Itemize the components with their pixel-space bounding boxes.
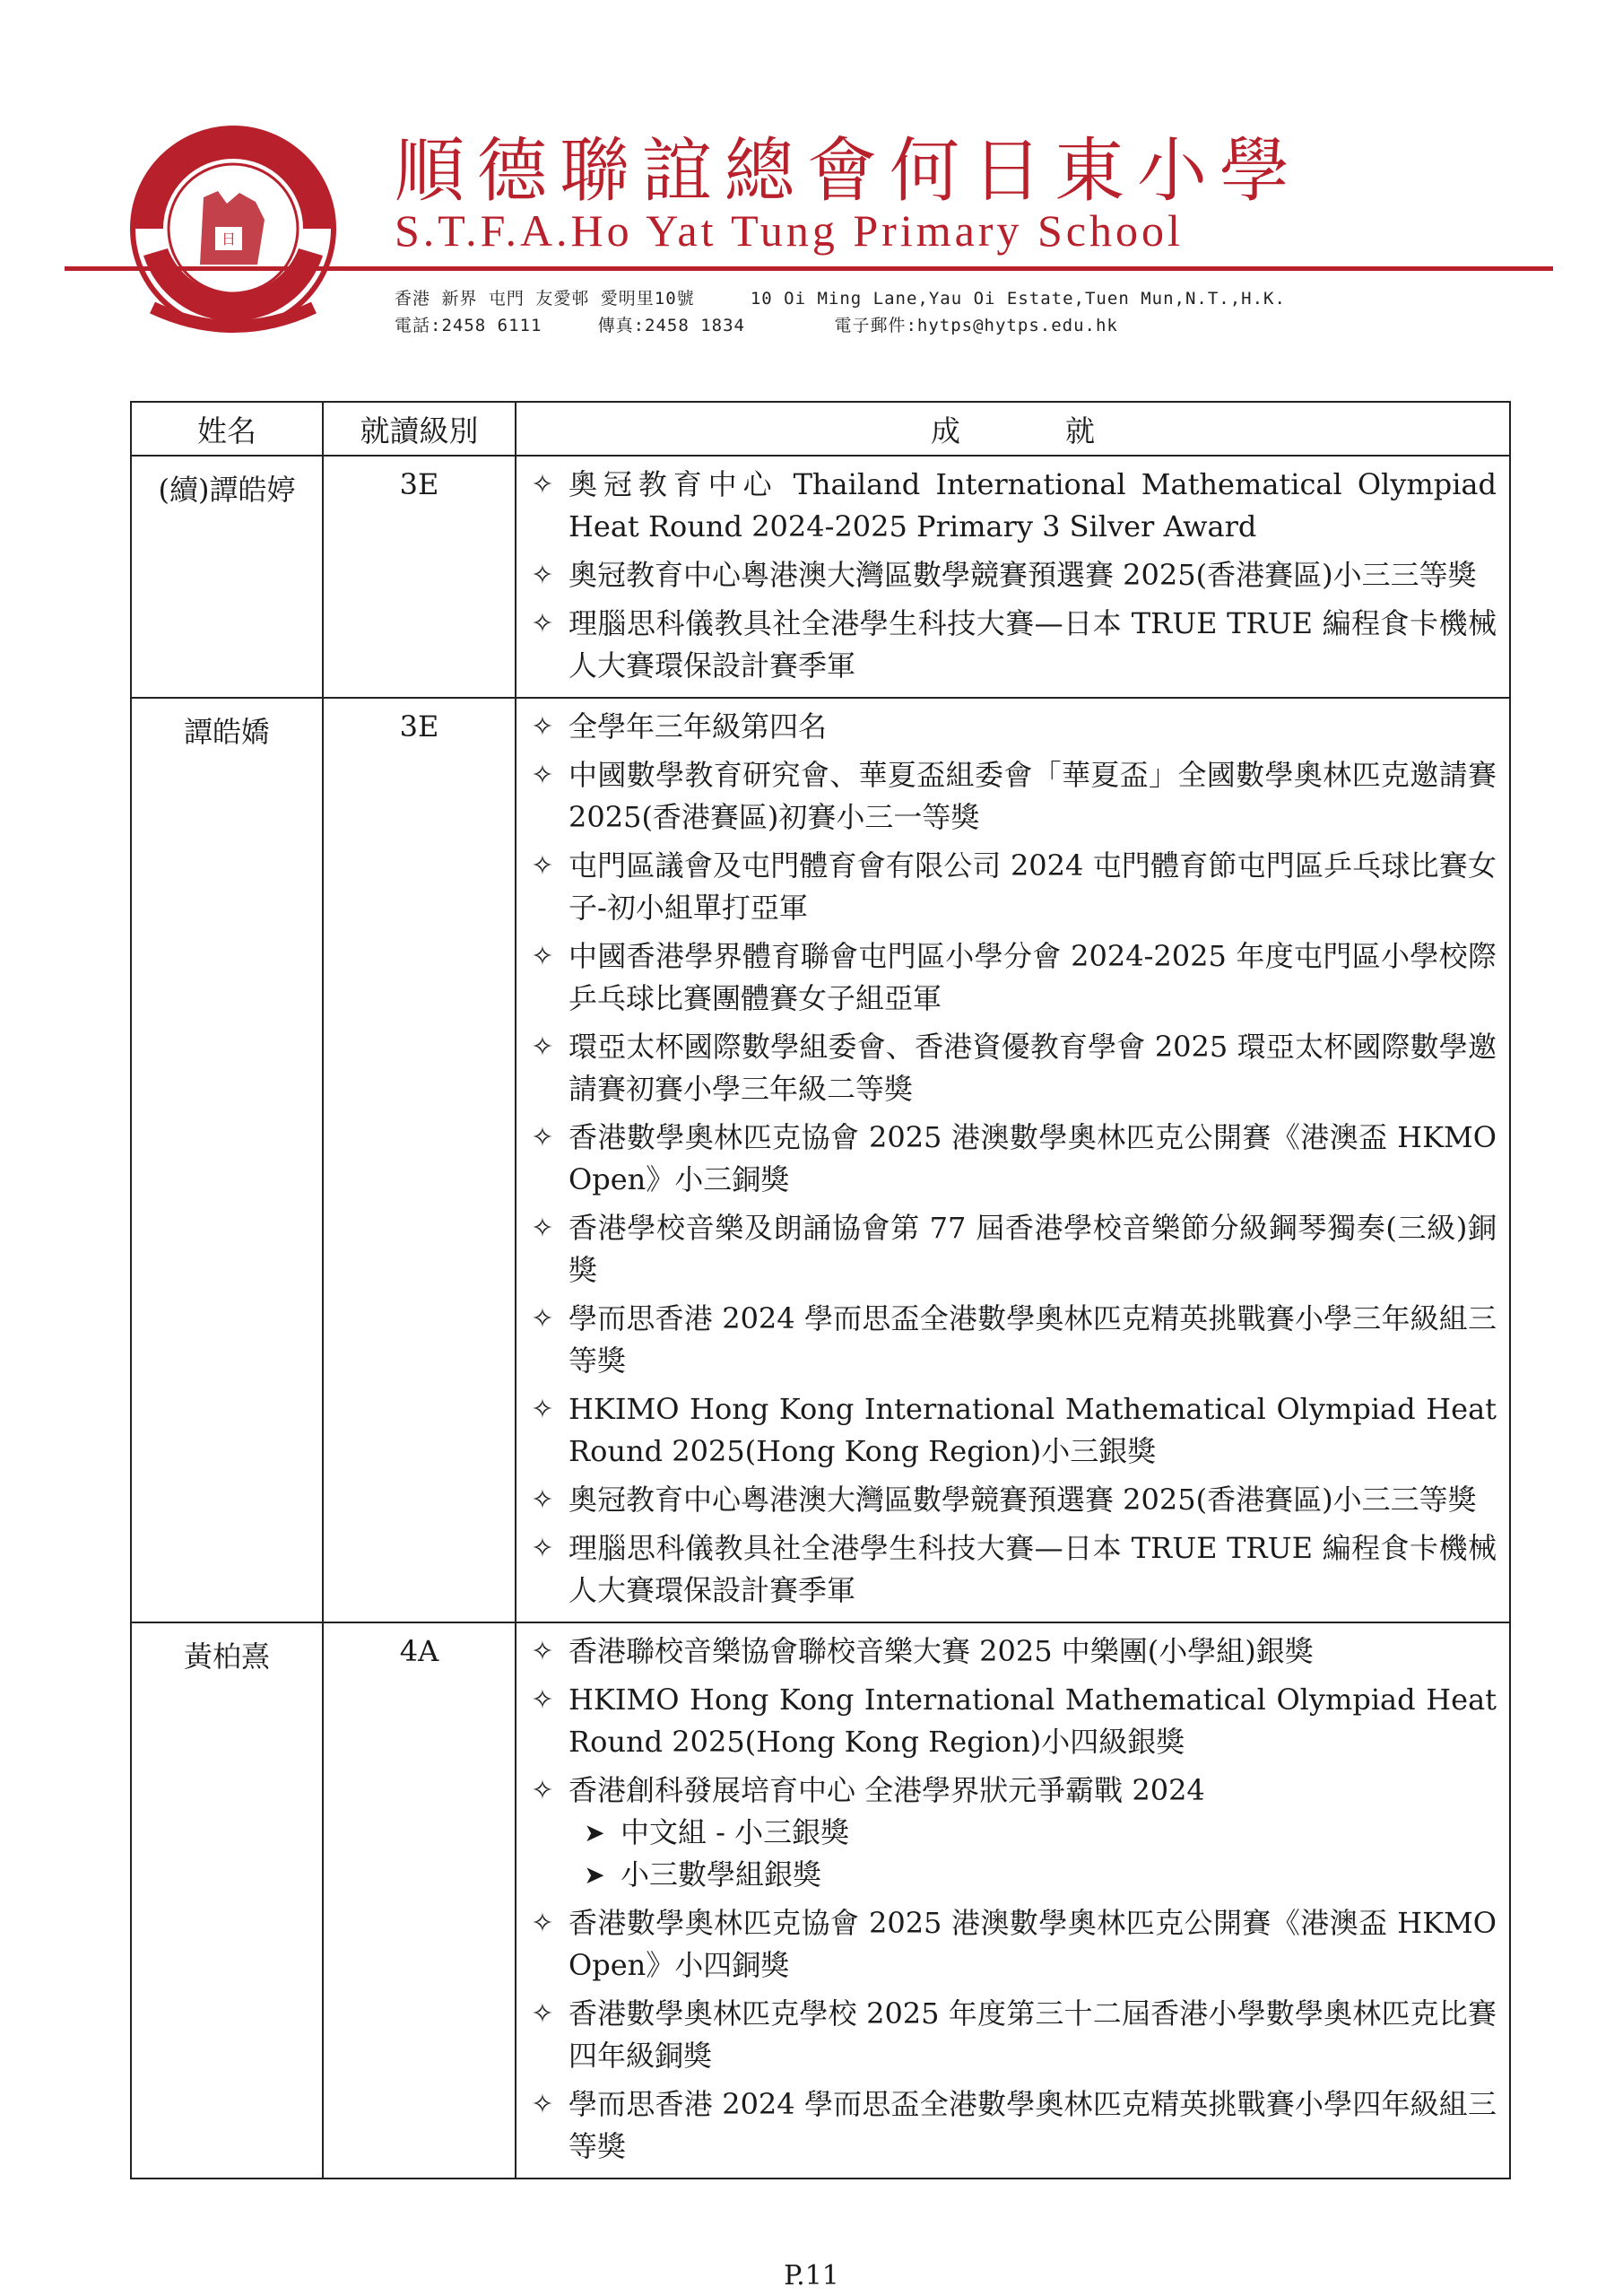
- diamond-star-icon: ✧: [531, 760, 554, 791]
- list-item: ✧ 香港學校音樂及朗誦協會第 77 屆香港學校音樂節分級鋼琴獨奏(三級)銅獎: [516, 1207, 1497, 1292]
- list-item: ✧ 學而思香港 2024 學而思盃全港數學奧林匹克精英挑戰賽小學四年級組三等獎: [516, 2083, 1497, 2168]
- arrowhead-icon: ➤: [584, 1860, 605, 1890]
- achievements-table: [130, 401, 1511, 2179]
- student-name: (續)譚皓婷: [131, 456, 323, 698]
- sub-list-item: ➤ 中文組 - 小三銀獎: [568, 1812, 1497, 1854]
- column-header-grade: 就讀級別: [323, 402, 516, 456]
- diamond-star-icon: ✧: [531, 1998, 554, 2030]
- diamond-star-icon: ✧: [531, 1908, 554, 1939]
- table-row: [131, 456, 1510, 698]
- student-grade: 3E: [323, 456, 516, 698]
- list-item: ✧ HKIMO Hong Kong International Mathematical Olympiad Heat Round 2025(Hong Kong Region)小四級銀獎: [516, 1679, 1497, 1763]
- diamond-star-icon: ✧: [531, 1031, 554, 1063]
- diamond-star-icon: ✧: [531, 1636, 554, 1667]
- list-item: ✧ HKIMO Hong Kong International Mathematical Olympiad Heat Round 2025(Hong Kong Region)小三銀獎: [516, 1388, 1497, 1473]
- table-header-row: [131, 402, 1510, 456]
- school-name-chinese: 順德聯誼總會何日東小學: [395, 131, 1303, 212]
- list-item: ✧ 奧冠教育中心粵港澳大灣區數學競賽預選賽 2025(香港賽區)小三三等獎: [516, 1479, 1497, 1521]
- school-contact: 電話:2458 6111 傳真:2458 1834 電子郵件:hytps@hytps.edu.hk: [395, 316, 1118, 335]
- student-grade: 3E: [323, 698, 516, 1622]
- achievement-list: [516, 456, 1510, 698]
- student-grade: 4A: [323, 1622, 516, 2179]
- list-item: ✧ 理腦思科儀教具社全港學生科技大賽—日本 TRUE TRUE 編程食卡機械人大賽環保設計賽季軍: [516, 603, 1497, 687]
- table-row: [131, 1622, 1510, 2179]
- svg-text:日: 日: [221, 230, 237, 248]
- school-seal-logo: [121, 121, 345, 345]
- list-item: ✧ 香港數學奧林匹克協會 2025 港澳數學奧林匹克公開賽《港澳盃 HKMO Open》小三銅獎: [516, 1117, 1497, 1201]
- diamond-star-icon: ✧: [531, 1484, 554, 1516]
- list-item: ✧ 理腦思科儀教具社全港學生科技大賽—日本 TRUE TRUE 編程食卡機械人大賽環保設計賽季軍: [516, 1527, 1497, 1612]
- diamond-star-icon: ✧: [531, 608, 554, 639]
- diamond-star-icon: ✧: [531, 1684, 554, 1716]
- list-item: ✧ 香港創科發展培育中心 全港學界狀元爭霸戰 2024: [516, 1770, 1497, 1812]
- diamond-star-icon: ✧: [531, 1394, 554, 1425]
- achievement-list: [516, 1622, 1510, 2179]
- letterhead-divider: [65, 266, 1553, 271]
- list-item: ✧ 中國數學教育研究會、華夏盃組委會「華夏盃」全國數學奧林匹克邀請賽 2025(香港賽區)初賽小三一等獎: [516, 754, 1497, 839]
- list-item: ✧ 中國香港學界體育聯會屯門區小學分會 2024-2025 年度屯門區小學校際乒乓球比賽團體賽女子組亞軍: [516, 935, 1497, 1020]
- school-address: 香港 新界 屯門 友愛邨 愛明里10號 10 Oi Ming Lane,Yau Oi Estate,Tuen Mun,N.T.,H.K.: [395, 289, 1286, 309]
- diamond-star-icon: ✧: [531, 2089, 554, 2120]
- school-name-english: S.T.F.A.Ho Yat Tung Primary School: [395, 205, 1184, 256]
- list-item: ✧ 奧冠教育中心 Thailand International Mathematical Olympiad Heat Round 2024-2025 Primary 3 Silver Award: [516, 464, 1497, 548]
- list-item: ✧ 奧冠教育中心粵港澳大灣區數學競賽預選賽 2025(香港賽區)小三三等獎: [516, 554, 1497, 596]
- list-item: ✧ 全學年三年級第四名: [516, 706, 1497, 748]
- arrowhead-icon: ➤: [584, 1818, 605, 1848]
- diamond-star-icon: ✧: [531, 1775, 554, 1806]
- list-item: ✧ 香港數學奧林匹克學校 2025 年度第三十二屆香港小學數學奧林匹克比賽四年級銅獎: [516, 1993, 1497, 2077]
- diamond-star-icon: ✧: [531, 711, 554, 743]
- diamond-star-icon: ✧: [531, 1303, 554, 1335]
- diamond-star-icon: ✧: [531, 1533, 554, 1564]
- list-item: ✧ 屯門區議會及屯門體育會有限公司 2024 屯門體育節屯門區乒乓球比賽女子-初小組單打亞軍: [516, 845, 1497, 929]
- diamond-star-icon: ✧: [531, 1213, 554, 1244]
- column-header-name: 姓名: [131, 402, 323, 456]
- page-number: P.11: [784, 2260, 839, 2292]
- list-item: ✧ 香港數學奧林匹克協會 2025 港澳數學奧林匹克公開賽《港澳盃 HKMO Open》小四銅獎: [516, 1902, 1497, 1987]
- diamond-star-icon: ✧: [531, 560, 554, 591]
- diamond-star-icon: ✧: [531, 850, 554, 882]
- sub-list-item: ➤ 小三數學組銀獎: [568, 1854, 1497, 1896]
- list-item: ✧ 學而思香港 2024 學而思盃全港數學奧林匹克精英挑戰賽小學三年級組三等獎: [516, 1298, 1497, 1382]
- column-header-achievement: 成 就: [516, 402, 1510, 456]
- list-item: ✧ 香港聯校音樂協會聯校音樂大賽 2025 中樂團(小學組)銀獎: [516, 1631, 1497, 1673]
- diamond-star-icon: ✧: [531, 469, 554, 500]
- student-name: 黃柏熹: [131, 1622, 323, 2179]
- student-name: 譚皓嬌: [131, 698, 323, 1622]
- achievement-list: [516, 698, 1510, 1622]
- diamond-star-icon: ✧: [531, 941, 554, 972]
- list-item: ✧ 環亞太杯國際數學組委會、香港資優教育學會 2025 環亞太杯國際數學邀請賽初賽小學三年級二等獎: [516, 1026, 1497, 1110]
- diamond-star-icon: ✧: [531, 1122, 554, 1153]
- table-row: [131, 698, 1510, 1622]
